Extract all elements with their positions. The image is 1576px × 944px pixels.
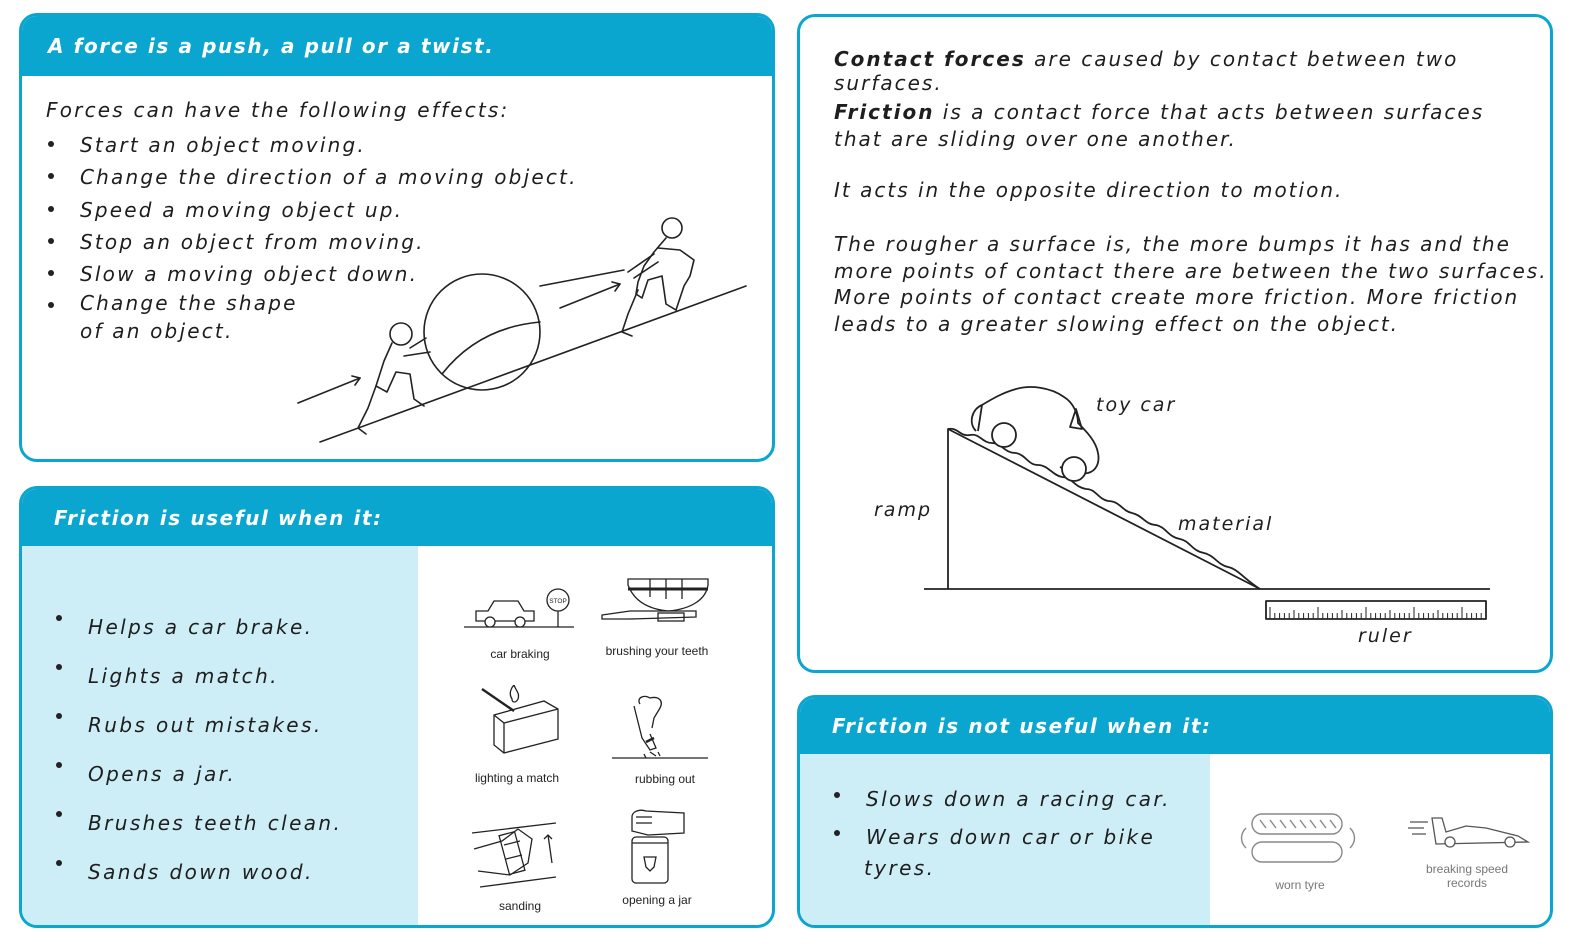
jar-icon [618, 809, 698, 887]
list-item: Helps a car brake. [54, 603, 342, 652]
match-icon [474, 685, 564, 761]
caption-jar: opening a jar [622, 893, 692, 907]
label-material: material [1178, 513, 1274, 535]
list-item: Stop an object from moving. [46, 226, 578, 258]
list-item: Brushes teeth clean. [54, 799, 342, 848]
opposite-direction-text: It acts in the opposite direction to motion. [834, 178, 1344, 202]
friction-definition-line2: that are sliding over one another. [834, 127, 1237, 151]
paragraph-line: The rougher a surface is, the more bumps it has and the [834, 232, 1511, 256]
friction-useful-header [22, 489, 772, 546]
car-braking-icon [462, 585, 578, 633]
list-item: Start an object moving. [46, 129, 578, 161]
list-item: Slow a moving object down. [46, 258, 578, 290]
label-toy-car: toy car [1096, 394, 1177, 416]
contact-forces-panel [797, 14, 1553, 673]
caption-rubbing: rubbing out [634, 772, 696, 786]
forces-panel-header [22, 16, 772, 76]
friction-term: Friction [834, 100, 935, 124]
rough-surface-paragraph [834, 231, 1548, 337]
list-item: Slows down a racing car. [832, 780, 1171, 818]
contact-forces-term: Contact forces [834, 47, 1026, 71]
paragraph-line: More points of contact create more friction. More friction [834, 285, 1520, 309]
forces-effect-continuation: of an object. [80, 319, 234, 343]
friction-not-useful-title: Friction is not useful when it: [832, 714, 1212, 738]
friction-not-useful-header [800, 698, 1550, 754]
friction-definition [834, 99, 1484, 153]
friction-useful-panel [19, 486, 775, 928]
pushing-pulling-ball-illustration [292, 206, 772, 456]
list-item: Opens a jar. [54, 750, 342, 799]
list-item-continuation: tyres. [864, 856, 936, 880]
toothbrush-icon [600, 575, 712, 625]
eraser-icon [610, 694, 710, 760]
friction-not-useful-panel [797, 695, 1553, 928]
ruler-ticks [1270, 607, 1481, 619]
contact-forces-line [834, 47, 1550, 95]
caption-line: records [1446, 876, 1487, 890]
friction-definition-line1: is a contact force that acts between surfaces [934, 100, 1485, 124]
ramp-diagram [920, 383, 1500, 623]
forces-intro: Forces can have the following effects: [46, 98, 510, 122]
contact-forces-definition: are caused by contact between two surfaces. [834, 47, 1459, 95]
list-item: Rubs out mistakes. [54, 701, 342, 750]
label-ruler: ruler [1358, 625, 1413, 647]
list-item: Speed a moving object up. [46, 194, 578, 226]
friction-not-useful-list [832, 780, 1171, 856]
sanding-icon [470, 819, 560, 891]
caption-brushing: brushing your teeth [605, 644, 709, 658]
friction-useful-list [54, 603, 342, 897]
caption-worn-tyre: worn tyre [1275, 878, 1325, 892]
friction-useful-title: Friction is useful when it: [54, 505, 383, 530]
caption-line: breaking speed [1425, 862, 1509, 876]
list-item: Lights a match. [54, 652, 342, 701]
forces-title: A force is a push, a pull or a twist. [48, 34, 495, 58]
paragraph-line: more points of contact there are between the two surfaces. [834, 258, 1548, 283]
racing-car-icon [1406, 814, 1532, 848]
caption-racing [1402, 862, 1532, 890]
list-item: Wears down car or bike [832, 818, 1171, 856]
caption-sanding: sanding [498, 899, 542, 913]
caption-car-braking: car braking [490, 647, 550, 661]
stop-sign-text: STOP [549, 598, 567, 605]
label-ramp: ramp [874, 499, 933, 521]
forces-panel [19, 13, 775, 462]
caption-match: lighting a match [474, 771, 560, 785]
list-item: Change the direction of a moving object. [46, 161, 578, 193]
worn-tyre-icon [1238, 808, 1358, 868]
list-item: Sands down wood. [54, 848, 342, 897]
paragraph-line: leads to a greater slowing effect on the object. [834, 311, 1400, 336]
list-item: Change the shape [46, 290, 578, 316]
